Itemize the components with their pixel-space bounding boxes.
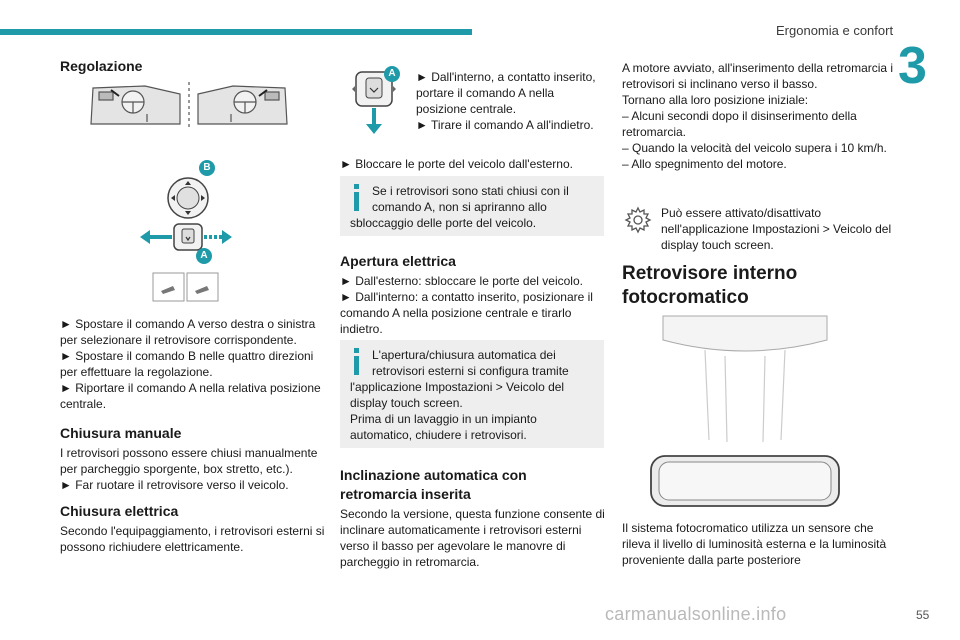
info-icon (350, 183, 372, 215)
settings-note: Può essere attivato/disattivato nell'applicazione Impostazioni > Veicolo del display touch screen. (661, 206, 892, 252)
regolazione-steps (60, 316, 325, 412)
section-title-apertura: Apertura elettrica (340, 253, 456, 269)
label-a-badge: A (196, 248, 212, 264)
page-number: 55 (916, 608, 930, 622)
info-box-2-text-a: L'apertura/chiusura automatica dei retrovisori esterni si configura tramite l'applicazione Impostazioni > Veicolo del display touch screen. (350, 348, 569, 410)
col3-text-2: Tornano alla loro posizione iniziale: (622, 93, 809, 107)
col3-bullet-3: – Allo spegnimento del motore. (622, 157, 787, 171)
chiusura-manuale-step: ► Far ruotare il retrovisore verso il veicolo. (60, 478, 289, 492)
col3-bullet-1: – Alcuni secondi dopo il disinserimento della retromarcia. (622, 109, 857, 139)
info-icon (350, 347, 372, 379)
reg-step-2: ► Spostare il comando B nelle quattro direzioni per effettuare la regolazione. (60, 349, 314, 379)
section-title-regolazione: Regolazione (60, 58, 143, 74)
col3-text-1: A motore avviato, all'inserimento della retromarcia i retrovisori si inclinano verso il basso. (622, 61, 894, 91)
mirror-fold-icons (152, 272, 220, 302)
col2-step-2: ► Tirare il comando A all'indietro. (416, 118, 594, 132)
interior-mirror-illustration (645, 310, 845, 510)
chiusura-elettrica-text: Secondo l'equipaggiamento, i retrovisori esterni si possono richiudere elettricamente. (60, 524, 325, 554)
mirrors-illustration (85, 80, 295, 130)
section-title-chiusura-elettrica: Chiusura elettrica (60, 503, 179, 519)
chapter-title: Ergonomia e confort (776, 23, 894, 38)
section-title-inclinazione: Inclinazione automatica con retromarcia inserita (340, 467, 527, 502)
info-box-2 (340, 340, 604, 448)
inclinazione-text: Secondo la versione, questa funzione consente di inclinare automaticamente i retrovisori esterni verso il basso per agevolare le manovre di parcheggio in retromarcia. (340, 507, 605, 569)
info-box-1 (340, 176, 604, 236)
header-accent-bar (0, 29, 472, 35)
watermark-site: carmanualsonline.info (605, 604, 787, 624)
apertura-step-1: ► Dall'esterno: sbloccare le porte del veicolo. (340, 274, 583, 288)
reg-step-1: ► Spostare il comando A verso destra o sinistra per selezionare il retrovisore corrispondente. (60, 317, 316, 347)
label-a-badge-2: A (384, 66, 400, 82)
col2-step-1: ► Dall'interno, a contatto inserito, portare il comando A nella posizione centrale. (416, 70, 596, 116)
col2-step-3: ► Bloccare le porte del veicolo dall'esterno. (340, 157, 573, 171)
section-title-chiusura-manuale: Chiusura manuale (60, 425, 182, 441)
chiusura-manuale-text: I retrovisori possono essere chiusi manualmente per parcheggio sporgente, box stretto, etc.). (60, 446, 318, 476)
fotocromatico-text: Il sistema fotocromatico utilizza un sensore che rileva il livello di luminosità esterna e la luminosità proveniente dalla parte posteriore (622, 521, 887, 567)
mirror-control-diagram (140, 158, 240, 266)
col3-bullet-2: – Quando la velocità del veicolo supera i 10 km/h. (622, 141, 887, 155)
label-b-badge: B (199, 160, 215, 176)
info-box-1-text: Se i retrovisori sono stati chiusi con il comando A, non si apriranno allo sbloccaggio delle porte del veicolo. (350, 184, 569, 230)
info-box-2-text-b: Prima di un lavaggio in un impianto automatico, chiudere i retrovisori. (350, 412, 537, 442)
apertura-step-2: ► Dall'interno: a contatto inserito, posizionare il comando A nella posizione centrale e tirarlo indietro. (340, 290, 593, 336)
section-title-retrovisore-interno: Retrovisore interno fotocromatico (622, 263, 798, 308)
reg-step-3: ► Riportare il comando A nella relativa posizione centrale. (60, 381, 321, 411)
chapter-number: 3 (898, 37, 927, 95)
